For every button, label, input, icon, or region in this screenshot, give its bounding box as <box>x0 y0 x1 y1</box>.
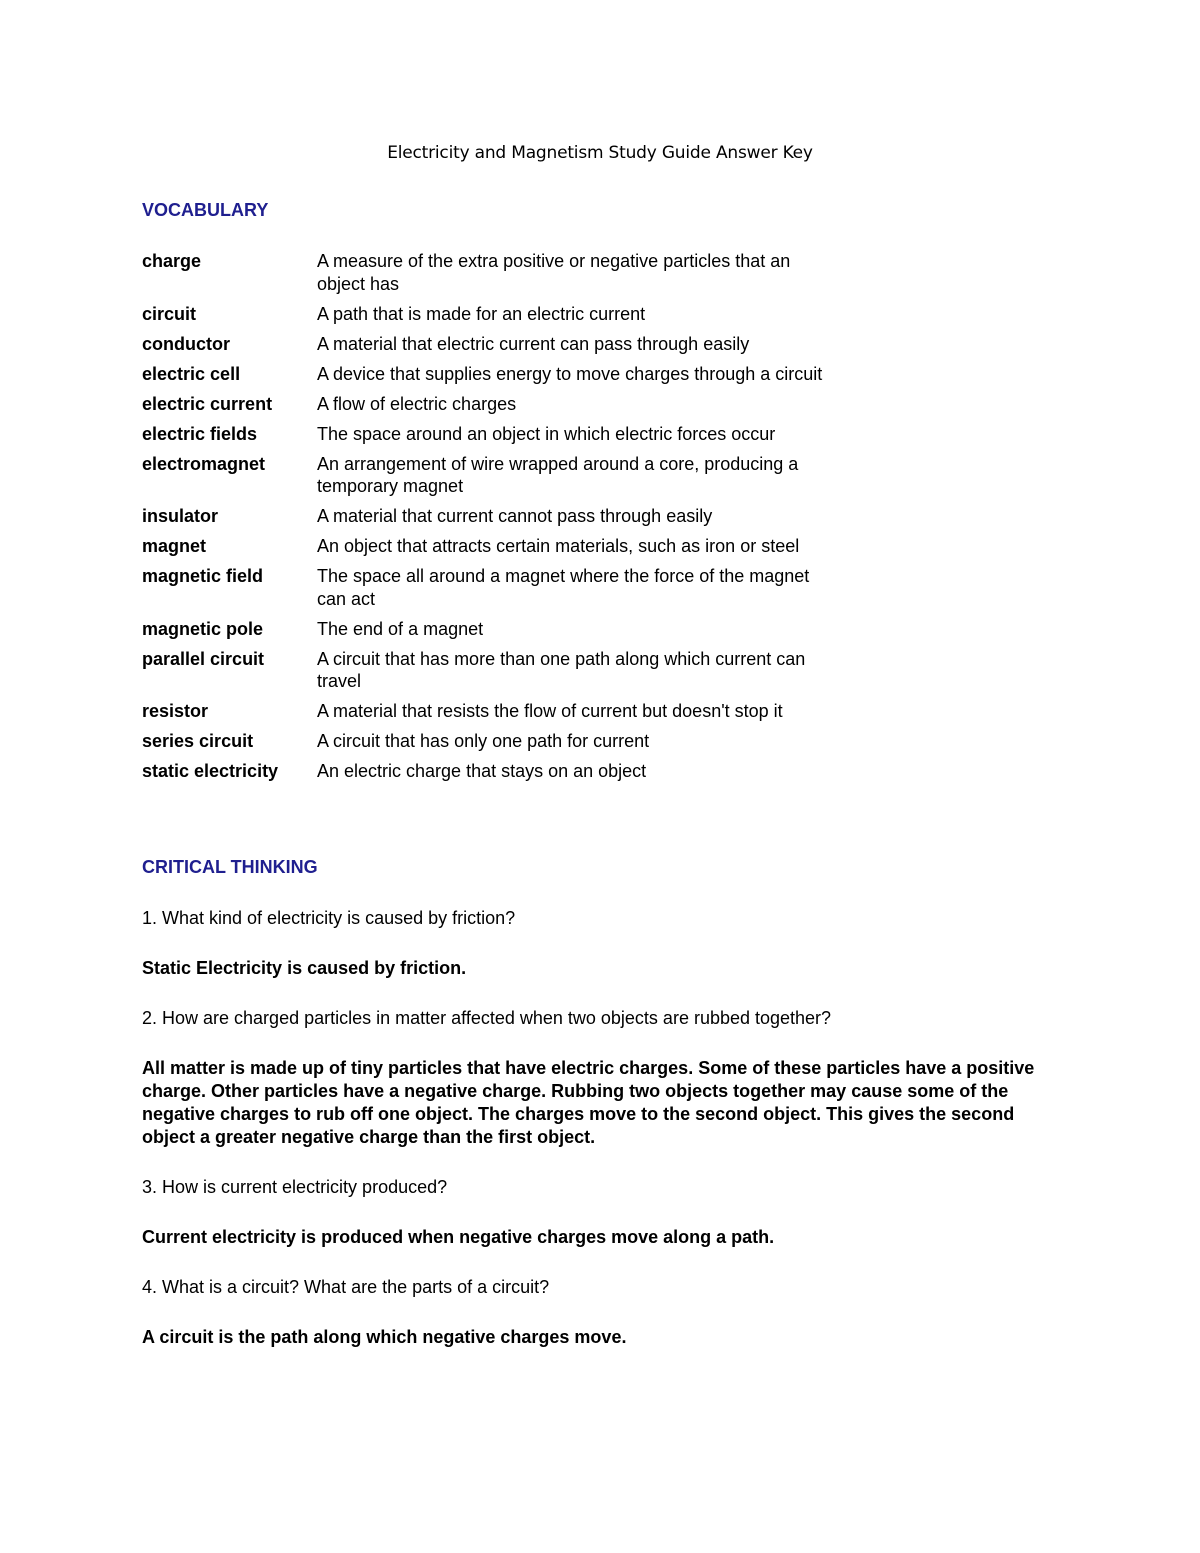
vocabulary-term: electric cell <box>142 363 241 384</box>
vocabulary-definition: A material that current cannot pass through easily <box>317 506 713 526</box>
vocabulary-definition: A material that resists the flow of current but doesn't stop it <box>317 701 783 721</box>
vocabulary-term: conductor <box>142 333 230 354</box>
vocabulary-row <box>142 303 842 326</box>
vocabulary-row <box>142 535 842 558</box>
vocabulary-definition: An electric charge that stays on an object <box>317 761 647 781</box>
vocabulary-table <box>142 250 842 790</box>
answer-2: All matter is made up of tiny particles that have electric charges. Some of these particles have a positive charge. Other particles have a negative charge. Rubbing two objects together may cause some of the negative charges to rub off one object. The charges move to the second object. This gives the second object a greater negative charge than the first object. <box>142 1058 1035 1147</box>
vocabulary-term: parallel circuit <box>142 648 265 669</box>
vocabulary-row <box>142 730 842 753</box>
vocabulary-term: circuit <box>142 303 197 324</box>
vocabulary-row <box>142 393 842 416</box>
question-1: 1. What kind of electricity is caused by friction? <box>142 908 516 928</box>
vocabulary-row <box>142 453 842 498</box>
answer-1: Static Electricity is caused by friction. <box>142 958 467 978</box>
vocabulary-definition: A path that is made for an electric current <box>317 303 646 324</box>
vocabulary-definition: The space around an object in which electric forces occur <box>317 423 776 444</box>
question-3: 3. How is current electricity produced? <box>142 1177 448 1197</box>
critical-thinking-heading: CRITICAL THINKING <box>142 857 318 877</box>
vocabulary-row <box>142 648 842 693</box>
vocabulary-term: series circuit <box>142 731 254 751</box>
critical-thinking-list <box>142 907 1062 1376</box>
vocabulary-term: static electricity <box>142 761 279 781</box>
vocabulary-row <box>142 505 842 528</box>
vocabulary-term: magnetic field <box>142 566 264 586</box>
answer-3: Current electricity is produced when negative charges move along a path. <box>142 1227 775 1247</box>
vocabulary-row <box>142 700 842 723</box>
vocabulary-term: magnetic pole <box>142 618 264 639</box>
vocabulary-definition: A circuit that has only one path for current <box>317 731 650 751</box>
vocabulary-definition: The space all around a magnet where the force of the magnet can act <box>317 566 810 609</box>
answer-4: A circuit is the path along which negative charges move. <box>142 1327 627 1347</box>
vocabulary-definition: A device that supplies energy to move charges through a circuit <box>317 363 823 384</box>
vocabulary-term: charge <box>142 251 202 271</box>
question-4: 4. What is a circuit? What are the parts of a circuit? <box>142 1277 550 1297</box>
vocabulary-term: magnet <box>142 536 207 556</box>
vocabulary-row <box>142 423 842 446</box>
vocabulary-definition: A material that electric current can pass through easily <box>317 333 750 354</box>
vocabulary-definition: A measure of the extra positive or negative particles that an object has <box>317 251 791 294</box>
vocabulary-term: insulator <box>142 506 219 526</box>
vocabulary-term: electric current <box>142 393 273 414</box>
vocabulary-row <box>142 760 842 783</box>
vocabulary-definition: An arrangement of wire wrapped around a core, producing a temporary magnet <box>317 453 799 496</box>
vocabulary-heading: VOCABULARY <box>142 200 269 220</box>
vocabulary-definition: The end of a magnet <box>317 618 484 639</box>
vocabulary-row <box>142 333 842 356</box>
vocabulary-row <box>142 363 842 386</box>
question-2: 2. How are charged particles in matter affected when two objects are rubbed together? <box>142 1008 832 1028</box>
vocabulary-term: electromagnet <box>142 453 266 474</box>
vocabulary-term: resistor <box>142 701 209 721</box>
document-title: Electricity and Magnetism Study Guide Answer Key <box>387 143 813 163</box>
vocabulary-term: electric fields <box>142 423 258 444</box>
vocabulary-row <box>142 250 842 295</box>
vocabulary-row <box>142 565 842 610</box>
vocabulary-row <box>142 618 842 641</box>
vocabulary-definition: An object that attracts certain materials, such as iron or steel <box>317 536 800 556</box>
vocabulary-definition: A circuit that has more than one path along which current can travel <box>317 648 806 691</box>
vocabulary-definition: A flow of electric charges <box>317 393 517 414</box>
